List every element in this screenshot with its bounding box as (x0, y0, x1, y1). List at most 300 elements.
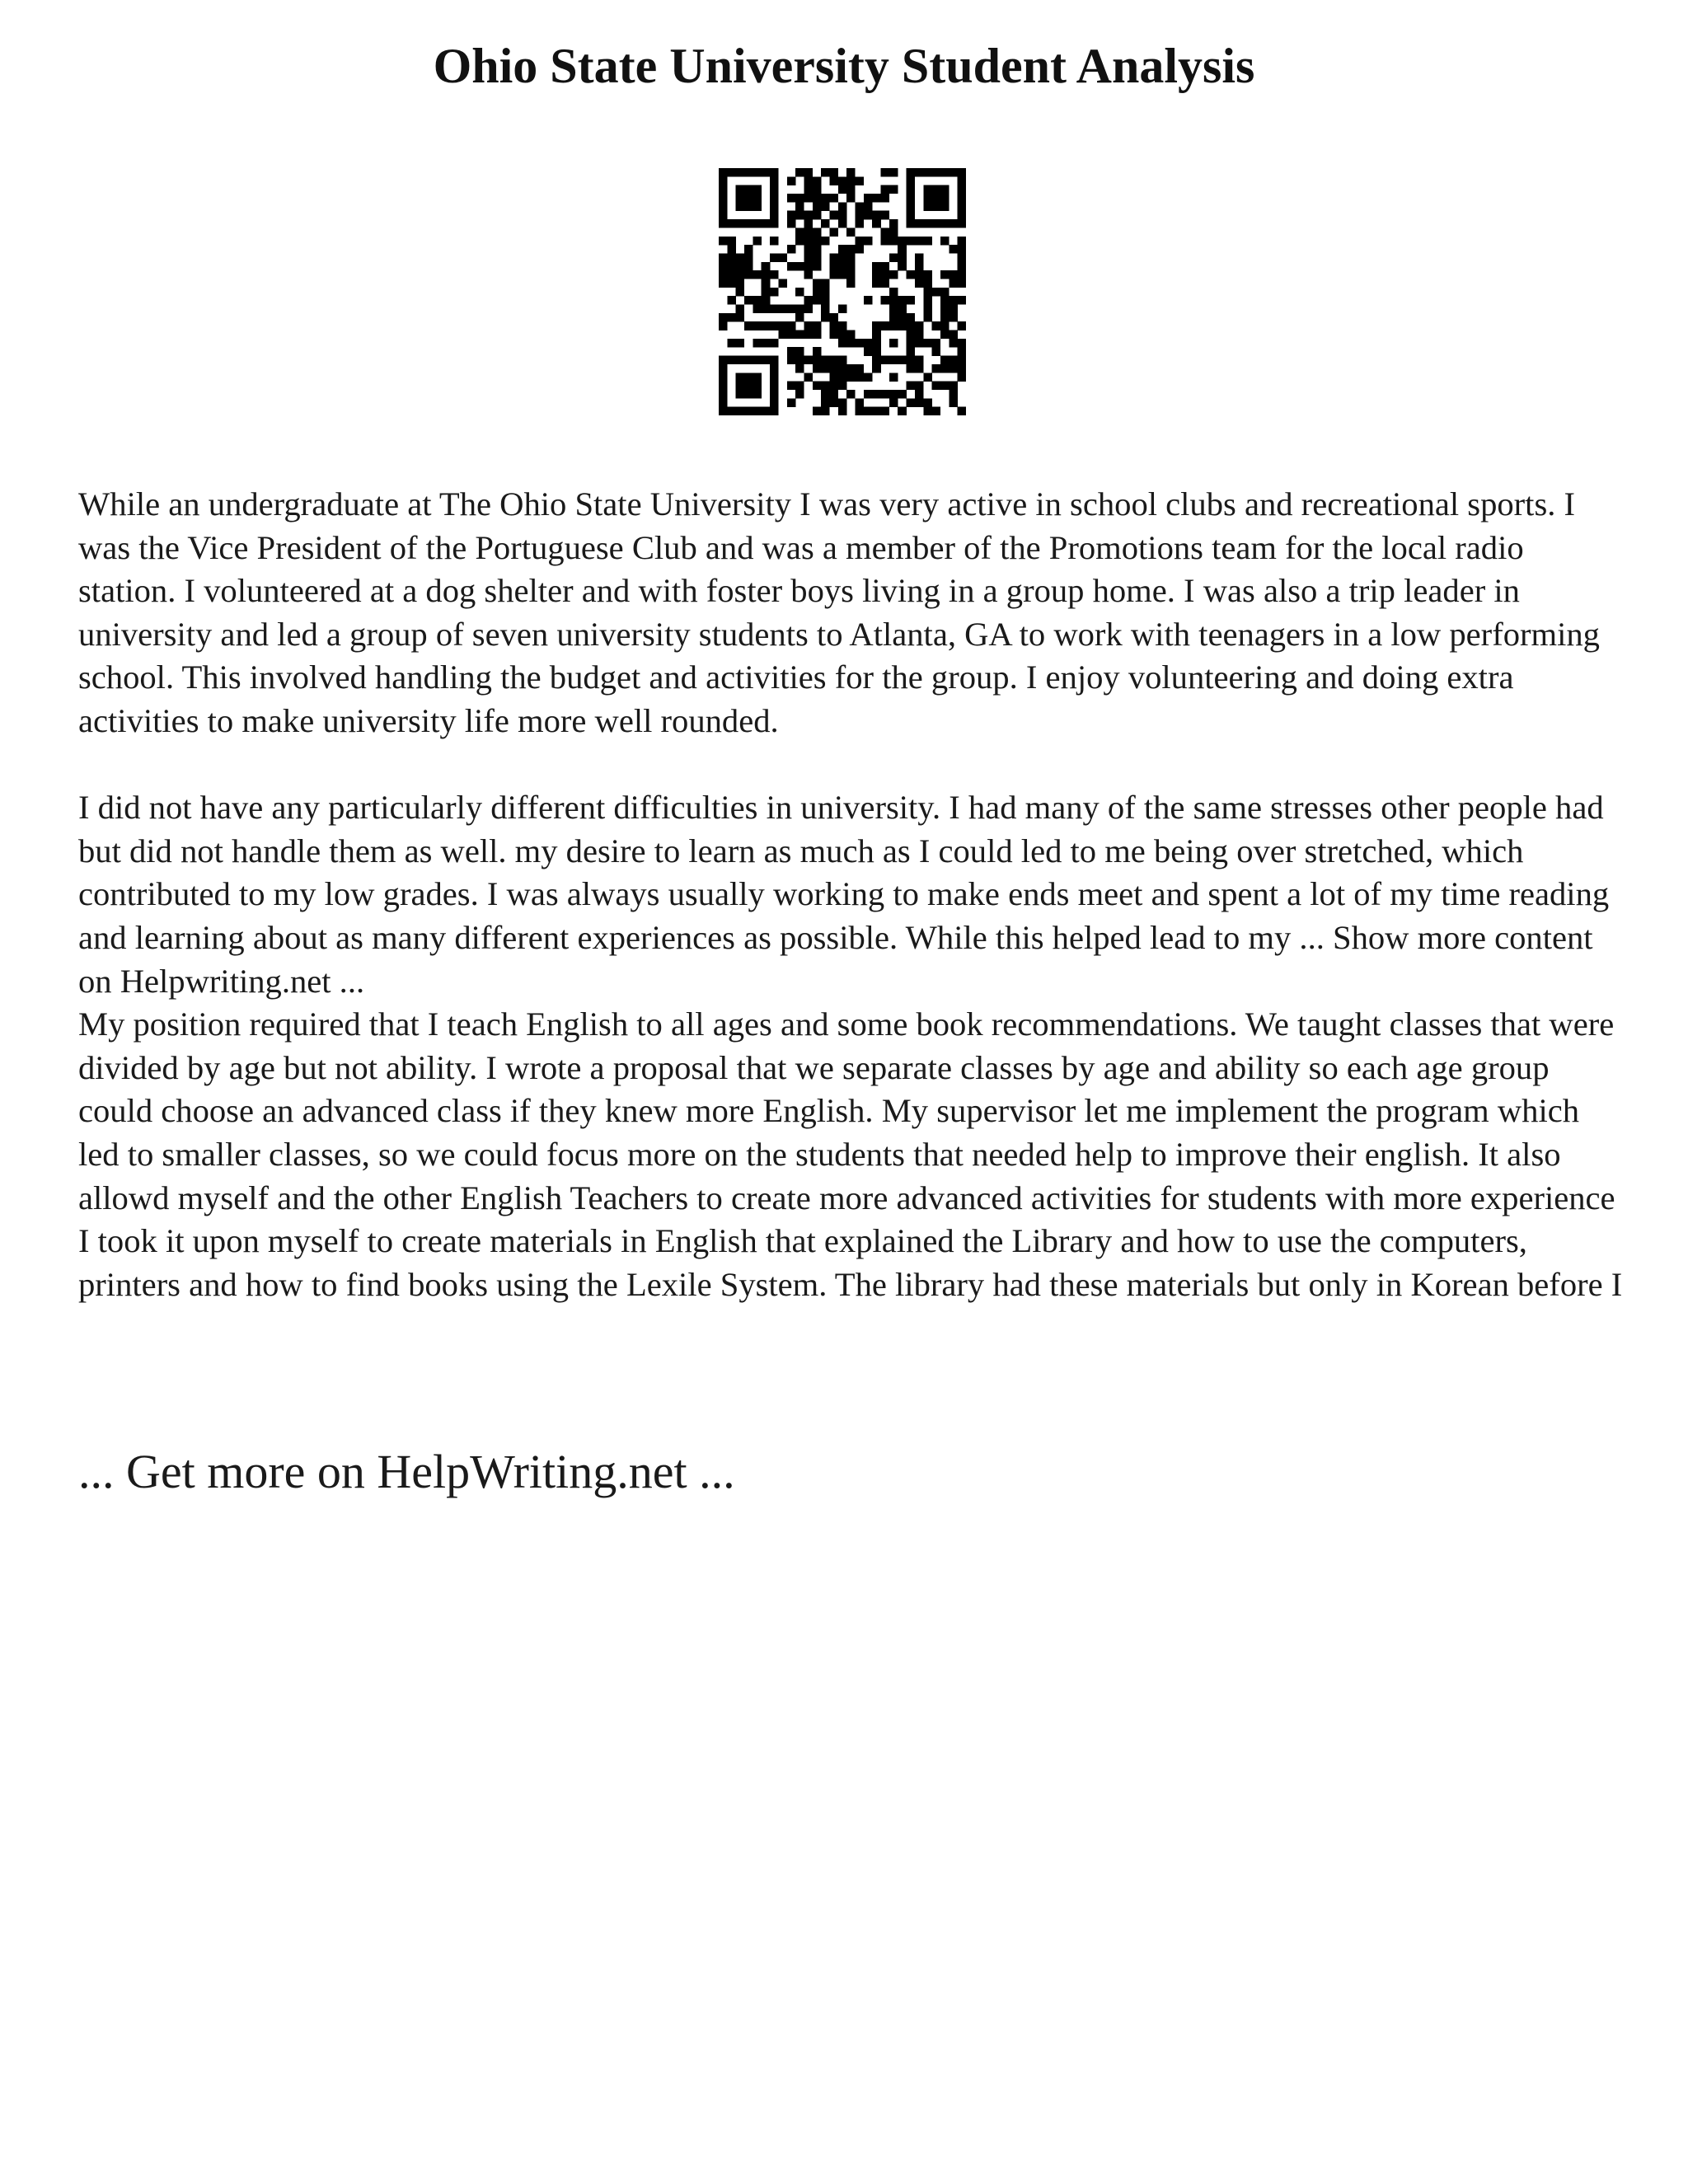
qr-module (736, 305, 745, 314)
qr-module (915, 390, 924, 399)
qr-module (804, 305, 813, 314)
qr-module (958, 245, 966, 254)
qr-module (846, 364, 856, 373)
qr-module (958, 373, 966, 382)
qr-module (932, 194, 941, 203)
qr-module (795, 168, 804, 177)
qr-module (744, 202, 753, 211)
qr-module (762, 407, 771, 415)
qr-module (907, 296, 916, 305)
qr-module (804, 237, 813, 246)
qr-module (881, 194, 890, 203)
qr-module (813, 202, 822, 211)
qr-module (753, 237, 762, 246)
qr-module (838, 321, 847, 330)
qr-module (787, 356, 796, 365)
qr-module (804, 330, 813, 340)
qr-module (804, 262, 813, 271)
qr-module (838, 407, 847, 415)
qr-module (795, 330, 804, 340)
qr-module (787, 398, 796, 407)
qr-module (907, 347, 916, 356)
qr-module (804, 356, 813, 365)
qr-module (762, 356, 771, 365)
qr-module (795, 305, 804, 314)
qr-module (949, 356, 958, 365)
qr-module (932, 321, 941, 330)
qr-module (744, 185, 753, 194)
qr-module (915, 321, 924, 330)
qr-module (907, 237, 916, 246)
qr-module (940, 194, 950, 203)
qr-module (958, 407, 966, 415)
qr-module (744, 245, 753, 254)
qr-module (838, 270, 847, 279)
qr-module (795, 194, 804, 203)
qr-module (907, 330, 916, 340)
qr-module (778, 321, 787, 330)
qr-module (889, 305, 898, 314)
document-body (78, 483, 1628, 1306)
qr-module (736, 202, 745, 211)
qr-module (856, 219, 865, 228)
qr-module (770, 219, 779, 228)
qr-module (762, 262, 771, 271)
qr-module (907, 321, 916, 330)
qr-module (795, 347, 804, 356)
qr-module (932, 202, 941, 211)
qr-module (727, 168, 736, 177)
qr-module (727, 270, 736, 279)
qr-module (770, 398, 779, 407)
qr-module (949, 390, 958, 399)
qr-module (787, 262, 796, 271)
qr-module (770, 253, 779, 262)
qr-module (795, 390, 804, 399)
qr-module (821, 313, 830, 322)
qr-module (829, 168, 838, 177)
qr-module (949, 339, 958, 348)
qr-module (813, 262, 822, 271)
qr-module (821, 305, 830, 314)
qr-module (736, 313, 745, 322)
qr-module (787, 330, 796, 340)
qr-module (787, 176, 796, 185)
qr-module (872, 211, 881, 220)
qr-module (804, 168, 813, 177)
qr-module (727, 279, 736, 288)
qr-module (915, 219, 924, 228)
qr-module (795, 237, 804, 246)
qr-module (787, 194, 796, 203)
qr-module (872, 364, 881, 373)
qr-module (889, 339, 898, 348)
qr-module (821, 296, 830, 305)
qr-module (898, 321, 907, 330)
qr-module (923, 279, 932, 288)
qr-module (958, 321, 966, 330)
qr-module (923, 185, 932, 194)
qr-module (813, 237, 822, 246)
qr-module (846, 330, 856, 340)
qr-module (889, 313, 898, 322)
qr-module (856, 373, 865, 382)
qr-module (940, 382, 950, 391)
qr-module (829, 390, 838, 399)
qr-module (727, 245, 736, 254)
qr-module (846, 270, 856, 279)
qr-module (829, 313, 838, 322)
qr-module (727, 219, 736, 228)
qr-module (915, 330, 924, 340)
qr-module (856, 176, 865, 185)
qr-module (915, 270, 924, 279)
qr-module (864, 373, 873, 382)
qr-module (889, 270, 898, 279)
qr-module (915, 237, 924, 246)
qr-module (907, 313, 916, 322)
qr-module (829, 382, 838, 391)
qr-module (744, 168, 753, 177)
qr-module (881, 185, 890, 194)
qr-module (864, 296, 873, 305)
qr-module (804, 245, 813, 254)
qr-module (898, 390, 907, 399)
qr-module (907, 339, 916, 348)
qr-module (744, 296, 753, 305)
qr-module (719, 398, 728, 407)
qr-module (787, 245, 796, 254)
qr-module (864, 339, 873, 348)
qr-module (753, 270, 762, 279)
qr-module (736, 253, 745, 262)
qr-module (932, 168, 941, 177)
qr-module (736, 373, 745, 382)
qr-module (898, 237, 907, 246)
qr-module (829, 211, 838, 220)
qr-module (907, 382, 916, 391)
qr-module (923, 270, 932, 279)
qr-module (958, 296, 966, 305)
qr-module (770, 382, 779, 391)
qr-module (907, 202, 916, 211)
qr-module (958, 339, 966, 348)
qr-module (889, 185, 898, 194)
qr-module (762, 288, 771, 297)
qr-module (898, 313, 907, 322)
qr-module (795, 364, 804, 373)
qr-module (829, 330, 838, 340)
qr-module (923, 407, 932, 415)
qr-module (727, 262, 736, 271)
qr-module (753, 407, 762, 415)
qr-module (736, 356, 745, 365)
qr-module (923, 219, 932, 228)
qr-module (940, 168, 950, 177)
qr-module (915, 168, 924, 177)
qr-module (856, 237, 865, 246)
qr-module (872, 390, 881, 399)
qr-module (719, 373, 728, 382)
page-title: Ohio State University Student Analysis (433, 39, 1255, 93)
qr-module (958, 279, 966, 288)
qr-module (907, 185, 916, 194)
qr-module (829, 398, 838, 407)
qr-module (719, 211, 728, 220)
qr-module (770, 211, 779, 220)
qr-module (958, 270, 966, 279)
qr-module (753, 373, 762, 382)
qr-module (881, 407, 890, 415)
qr-module (940, 364, 950, 373)
qr-module (856, 339, 865, 348)
qr-module (838, 382, 847, 391)
qr-module (813, 176, 822, 185)
qr-module (889, 253, 898, 262)
qr-module (719, 194, 728, 203)
qr-module (753, 296, 762, 305)
qr-module (915, 382, 924, 391)
qr-module (881, 270, 890, 279)
qr-module (753, 219, 762, 228)
qr-module (813, 245, 822, 254)
qr-module (762, 270, 771, 279)
qr-module (821, 194, 830, 203)
qr-module (770, 168, 779, 177)
qr-module (804, 194, 813, 203)
qr-module (762, 168, 771, 177)
qr-module (821, 168, 830, 177)
qr-module (838, 330, 847, 340)
qr-module (881, 227, 890, 237)
qr-module (727, 407, 736, 415)
qr-module (770, 270, 779, 279)
qr-module (753, 202, 762, 211)
qr-module (719, 364, 728, 373)
qr-module (736, 390, 745, 399)
qr-module (813, 185, 822, 194)
qr-module (804, 227, 813, 237)
qr-module (736, 279, 745, 288)
qr-module (762, 305, 771, 314)
qr-module (940, 288, 950, 297)
qr-module (770, 288, 779, 297)
paragraph-teaching: My position required that I teach English to all ages and some book recommendations. We taught classes that were divided by age but not ability. I wrote a proposal that we separate classes by age and ability so each age group could choose an advanced class if they knew more English. My supervisor let me implement the program which led to smaller classes, so we could focus more on the students that needed help to improve their english. It also allowd myself and the other English Teachers to create more advanced activities for students with more experience I took it upon myself to create materials in English that explained the Library and how to use the computers, printers and how to find books using the Lexile System. The library had these materials but only in Korean before I (78, 1005, 1623, 1303)
qr-module (923, 288, 932, 297)
qr-module (762, 219, 771, 228)
qr-module (923, 305, 932, 314)
qr-module (829, 356, 838, 365)
qr-module (744, 390, 753, 399)
qr-module (864, 347, 873, 356)
qr-module (881, 321, 890, 330)
paragraph-difficulties: I did not have any particularly different difficulties in university. I had many of the same stresses other people had but did not handle them as well. my desire to learn as much as I could led to me being over stretched, which contributed to my low grades. I was always usually working to make ends meet and spent a lot of my time reading and learning about as many different experiences as possible. While this helped lead to my ... Show more content on Helpwriting.net ... (78, 789, 1610, 1000)
qr-module (872, 219, 881, 228)
qr-module (856, 398, 865, 407)
qr-module (770, 305, 779, 314)
qr-module (727, 313, 736, 322)
qr-module (958, 364, 966, 373)
qr-module (829, 270, 838, 279)
qr-module (787, 211, 796, 220)
qr-module (940, 202, 950, 211)
qr-module (813, 227, 822, 237)
qr-module (813, 407, 822, 415)
qr-module (881, 168, 890, 177)
qr-module (795, 202, 804, 211)
qr-module (744, 262, 753, 271)
qr-module (770, 373, 779, 382)
qr-module (958, 176, 966, 185)
qr-module (958, 237, 966, 246)
qr-module (795, 227, 804, 237)
qr-module (736, 339, 745, 348)
qr-module (795, 382, 804, 391)
qr-module (736, 168, 745, 177)
qr-module (719, 237, 728, 246)
qr-module (813, 279, 822, 288)
qr-module (932, 407, 941, 415)
qr-module (923, 202, 932, 211)
qr-module (770, 339, 779, 348)
qr-module (898, 356, 907, 365)
qr-module (889, 288, 898, 297)
qr-module (829, 364, 838, 373)
qr-module (838, 262, 847, 271)
qr-module (753, 382, 762, 391)
qr-module (907, 211, 916, 220)
get-more-link[interactable]: ... Get more on HelpWriting.net ... (78, 1445, 735, 1498)
qr-module (770, 176, 779, 185)
qr-module (872, 279, 881, 288)
qr-module (958, 168, 966, 177)
qr-module (881, 390, 890, 399)
qr-module (770, 321, 779, 330)
qr-module (872, 347, 881, 356)
qr-module (949, 279, 958, 288)
qr-module (915, 253, 924, 262)
qr-module (940, 296, 950, 305)
qr-module (770, 194, 779, 203)
qr-module (856, 211, 865, 220)
qr-module (846, 262, 856, 271)
qr-module (736, 219, 745, 228)
qr-module (813, 382, 822, 391)
qr-module (898, 305, 907, 314)
qr-module (915, 339, 924, 348)
qr-module (923, 194, 932, 203)
qr-module (753, 305, 762, 314)
qr-module (821, 288, 830, 297)
qr-module (744, 382, 753, 391)
qr-module (958, 219, 966, 228)
qr-module (813, 356, 822, 365)
qr-module (907, 398, 916, 407)
qr-module (821, 407, 830, 415)
qr-module (958, 253, 966, 262)
qr-module (940, 305, 950, 314)
qr-module (821, 356, 830, 365)
qr-module (915, 398, 924, 407)
qr-module (762, 339, 771, 348)
qr-module (778, 253, 787, 262)
qr-module (949, 305, 958, 314)
qr-module (949, 364, 958, 373)
qr-module (821, 237, 830, 246)
qr-module (778, 330, 787, 340)
qr-module (949, 296, 958, 305)
qr-module (719, 390, 728, 399)
qr-module (829, 176, 838, 185)
qr-module (958, 262, 966, 271)
qr-module (881, 356, 890, 365)
qr-module (932, 382, 941, 391)
qr-module (736, 262, 745, 271)
qr-module (838, 364, 847, 373)
qr-module (804, 270, 813, 279)
qr-module (940, 219, 950, 228)
qr-module (932, 347, 941, 356)
qr-module (949, 313, 958, 322)
qr-module (856, 202, 865, 211)
qr-module (719, 202, 728, 211)
qr-module (949, 398, 958, 407)
qr-module (719, 279, 728, 288)
qr-module (958, 185, 966, 194)
qr-module (838, 245, 847, 254)
qr-module (898, 296, 907, 305)
qr-module (958, 202, 966, 211)
qr-module (804, 321, 813, 330)
qr-module (856, 245, 865, 254)
qr-module (753, 321, 762, 330)
qr-module (889, 398, 898, 407)
qr-module (829, 373, 838, 382)
qr-module (889, 168, 898, 177)
qr-module (838, 398, 847, 407)
qr-module (915, 356, 924, 365)
qr-module (813, 253, 822, 262)
qr-module (923, 373, 932, 382)
qr-module (753, 168, 762, 177)
paragraph-activities: While an undergraduate at The Ohio State University I was very active in school clubs and recreational sports. I was the Vice President of the Portuguese Club and was a member of the Promotions team for the local radio station. I volunteered at a dog shelter and with foster boys living in a group home. I was also a trip leader in university and led a group of seven university students to Atlanta, GA to work with teenagers in a low performing school. This involved handling the budget and activities for the group. I enjoy volunteering and doing extra activities to make university life more well rounded. (78, 485, 1600, 739)
qr-module (719, 185, 728, 194)
qr-module (744, 194, 753, 203)
qr-module (932, 364, 941, 373)
qr-module (872, 321, 881, 330)
qr-module (846, 194, 856, 203)
qr-module (813, 194, 822, 203)
qr-module (736, 407, 745, 415)
qr-module (744, 253, 753, 262)
qr-code-icon (719, 168, 966, 415)
qr-module (770, 185, 779, 194)
qr-module (881, 211, 890, 220)
qr-module (932, 288, 941, 297)
qr-module (804, 296, 813, 305)
qr-module (872, 407, 881, 415)
qr-module (923, 168, 932, 177)
qr-module (744, 373, 753, 382)
qr-module (804, 253, 813, 262)
qr-module (846, 168, 856, 177)
qr-module (804, 211, 813, 220)
qr-module (940, 330, 950, 340)
qr-module (736, 288, 745, 297)
qr-module (753, 356, 762, 365)
qr-module (813, 364, 822, 373)
qr-module (846, 227, 856, 237)
